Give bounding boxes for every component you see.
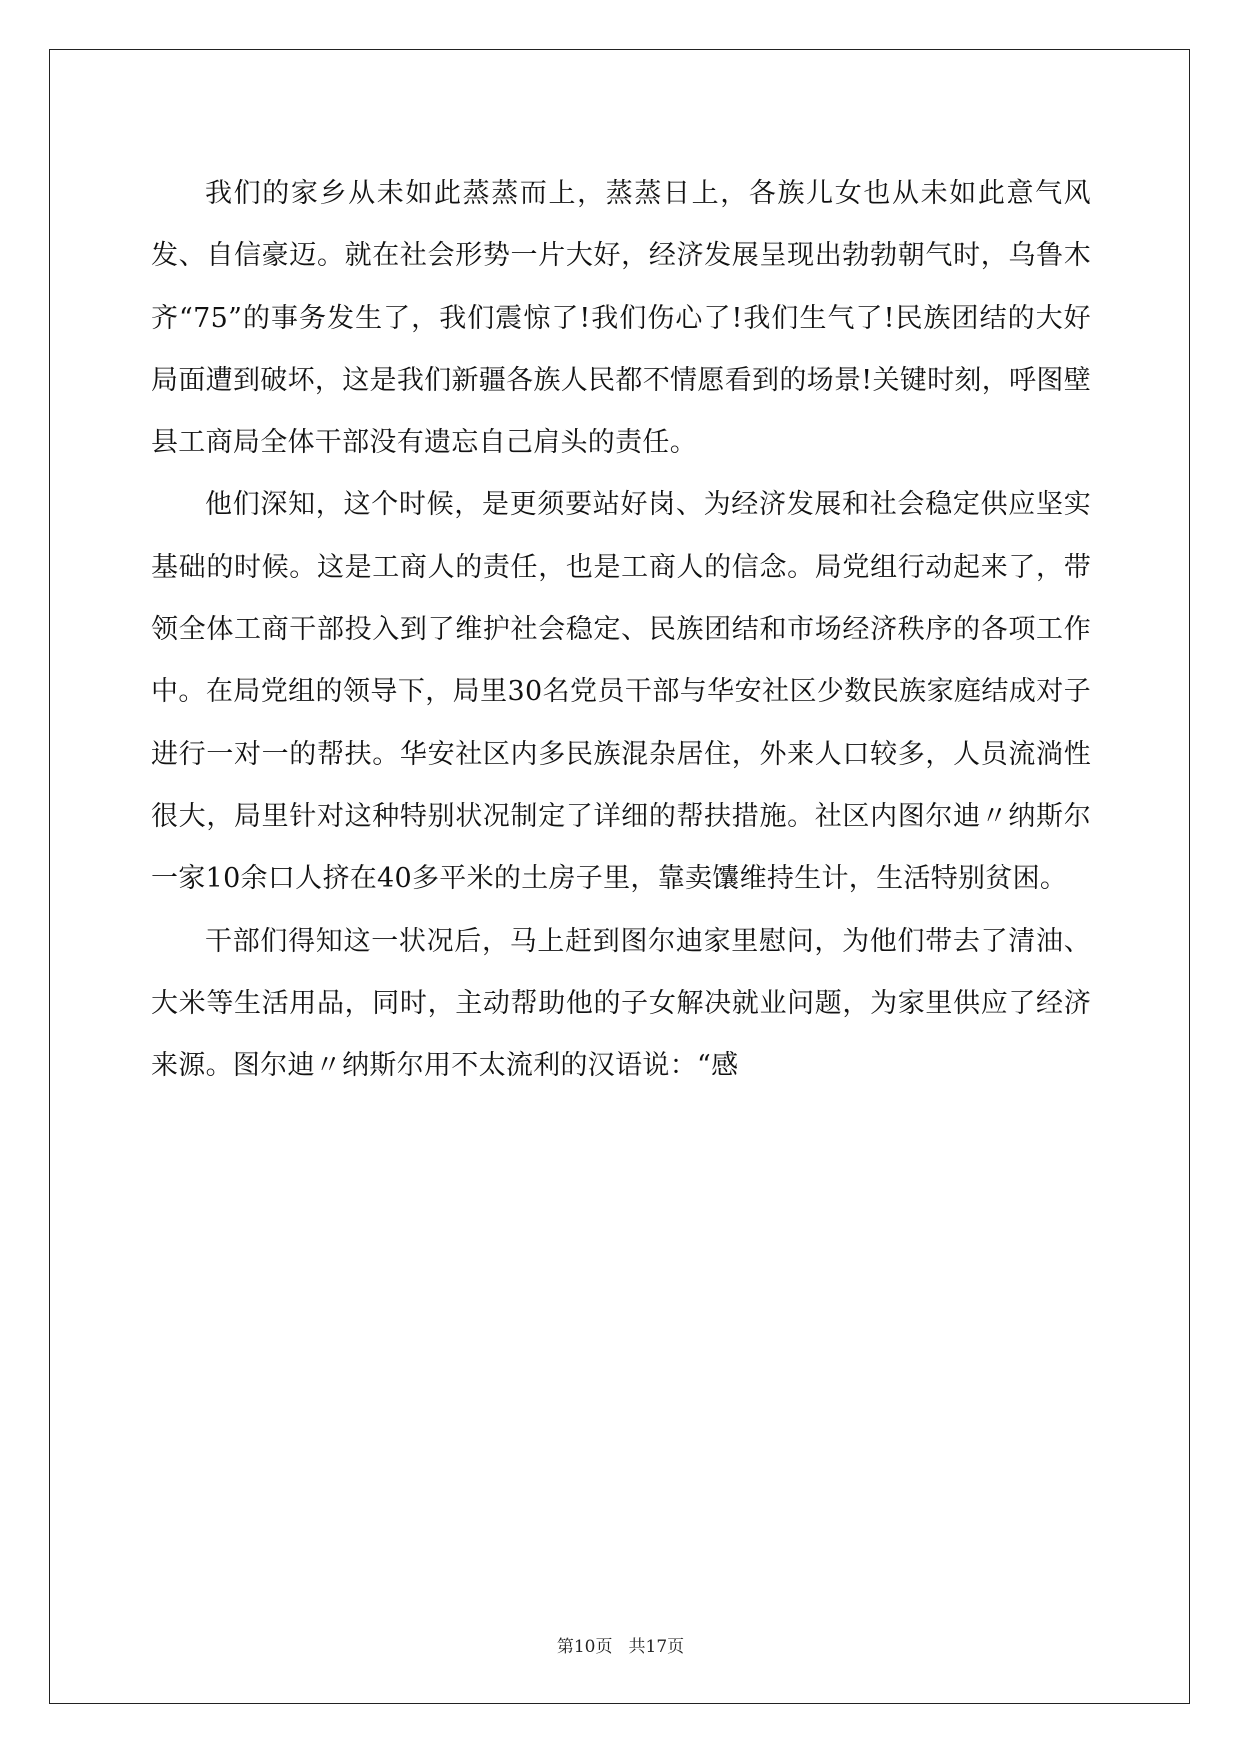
document-body — [151, 163, 1091, 1097]
paragraph-3: 干部们得知这一状况后，马上赶到图尔迪家里慰问，为他们带去了清油、大米等生活用品，同时，主动帮助他的子女解决就业问题，为家里供应了经济来源。图尔迪〃纳斯尔用不太流利的汉语说：“感 — [151, 925, 1091, 1082]
page-number: 第10页 — [556, 1637, 613, 1657]
page-total: 共17页 — [628, 1637, 685, 1657]
paragraph-1: 我们的家乡从未如此蒸蒸而上，蒸蒸日上，各族儿女也从未如此意气风发、自信豪迈。就在社会形势一片大好，经济发展呈现出勃勃朝气时，乌鲁木齐“75”的事务发生了，我们震惊了!我们伤心了!我们生气了!民族团结的大好局面遭到破坏，这是我们新疆各族人民都不情愿看到的场景!关键时刻，呼图壁县工商局全体干部没有遗忘自己肩头的责任。 — [151, 178, 1091, 459]
paragraph-2: 他们深知，这个时候，是更须要站好岗、为经济发展和社会稳定供应坚实基础的时候。这是工商人的责任，也是工商人的信念。局党组行动起来了，带领全体工商干部投入到了维护社会稳定、民族团结和市场经济秩序的各项工作中。在局党组的领导下，局里30名党员干部与华安社区少数民族家庭结成对子进行一对一的帮扶。华安社区内多民族混杂居住，外来人口较多，人员流淌性很大，局里针对这种特别状况制定了详细的帮扶措施。社区内图尔迪〃纳斯尔一家10余口人挤在40多平米的土房子里，靠卖馕维持生计，生活特别贫困。 — [151, 489, 1091, 895]
page-footer — [0, 1632, 1241, 1657]
